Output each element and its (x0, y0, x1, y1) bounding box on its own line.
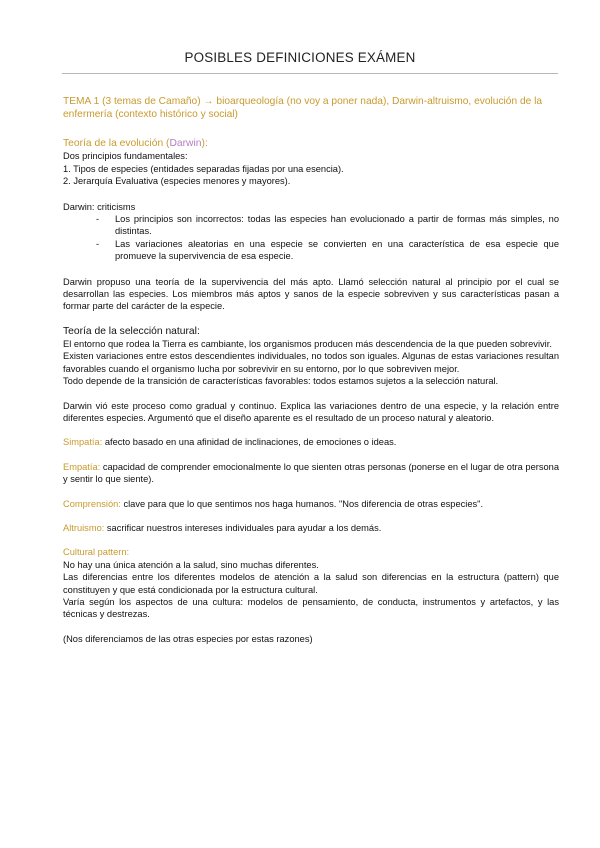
criticism-item: - Los principios son incorrectos: todas las especies han evolucionado a partir de formas más simples, no distintas. (115, 213, 559, 238)
title-divider (62, 73, 558, 74)
evolution-heading-suffix: ): (201, 138, 208, 150)
principle-item: 1. Tipos de especies (entidades separadas fijadas por una esencia). (63, 163, 344, 174)
definition-comprension (63, 498, 559, 510)
criticisms-heading: Darwin: criticisms (63, 201, 136, 212)
definition-altruismo (63, 522, 559, 534)
definition-text: capacidad de comprender emocionalmente lo que sienten otras personas (ponerse en el lugar de otra persona y sentir lo que siente). (63, 461, 559, 485)
cultural-line: No hay una única atención a la salud, sino muchas diferentes. (63, 559, 319, 570)
criticism-item: - Las variaciones aleatorias en una especie se convierten en una característica de esa especie que promueve la supervivencia de esa especie. (115, 238, 559, 263)
closing-note: (Nos diferenciamos de las otras especies por estas razones) (63, 633, 313, 644)
natural-selection-line: Todo depende de la transición de características favorables: todos estamos sujetos a la selección natural. (63, 376, 499, 387)
cultural-heading: Cultural pattern: (63, 547, 130, 558)
definition-term: Comprensión: (63, 498, 121, 509)
definition-simpatia (63, 436, 559, 448)
principle-item: 2. Jerarquía Evaluativa (especies menores y mayores). (63, 176, 291, 187)
evolution-heading-prefix: Teoría de la evolución ( (63, 138, 170, 150)
document-title: POSIBLES DEFINICIONES EXÁMEN (184, 50, 416, 65)
definition-term: Altruismo: (63, 522, 105, 533)
survival-paragraph: Darwin propuso una teoría de la supervivencia del más apto. Llamó selección natural al principio por el cual se desarrollan las especies. Los miembros más aptos y sanos de la especie sobreviven y sus características pasan a formar parte del carácter de la especie. (63, 276, 559, 312)
document-body (63, 95, 559, 645)
natural-selection-line: Existen variaciones entre estos descendientes individuales, no todos son iguales. Algunas de estas variaciones resultan favorables cuando el organismo lucha por sobrevivir en su entorno, por lo que sobreviven mejor. (63, 351, 559, 374)
definition-empatia (63, 461, 559, 486)
natural-selection-line: El entorno que rodea la Tierra es cambiante, los organismos producen más descendencia de la que pueden sobrevivir. (63, 338, 552, 349)
definition-text: sacrificar nuestros intereses individuales para ayudar a los demás. (104, 522, 382, 533)
criticisms-list (63, 213, 559, 263)
definition-term: Simpatía: (63, 437, 103, 448)
definition-term: Empatía: (63, 461, 101, 472)
evolution-intro: Dos principios fundamentales: (63, 151, 188, 162)
evolution-heading (63, 137, 559, 150)
gradual-paragraph: Darwin vió este proceso como gradual y continuo. Explica las variaciones dentro de una especie, y la relación entre diferentes especies. Argumentó que el diseño aparente es el resultado de un proceso natural y aleatorio. (63, 400, 559, 423)
natural-selection-heading: Teoría de la selección natural: (63, 325, 200, 337)
evolution-heading-name: Darwin (169, 138, 202, 150)
cultural-line: Las diferencias entre los diferentes modelos de atención a la salud son diferencias en la estructura (pattern) que constituyen y que está condicionada por la estructura cultural. (63, 572, 559, 595)
definition-text: afecto basado en una afinidad de inclinaciones, de emociones o ideas. (102, 437, 397, 448)
definition-text: clave para que lo que sentimos nos haga humanos. "Nos diferencia de otras especies". (120, 498, 484, 509)
topic-line: TEMA 1 (3 temas de Camaño) → bioarqueología (no voy a poner nada), Darwin-altruismo, evolución de la enfermería (contexto histórico y social) (63, 96, 543, 121)
cultural-line: Varía según los aspectos de una cultura: modelos de pensamiento, de conducta, instrumentos y artefactos, y las técnicas y destrezas. (63, 596, 559, 620)
